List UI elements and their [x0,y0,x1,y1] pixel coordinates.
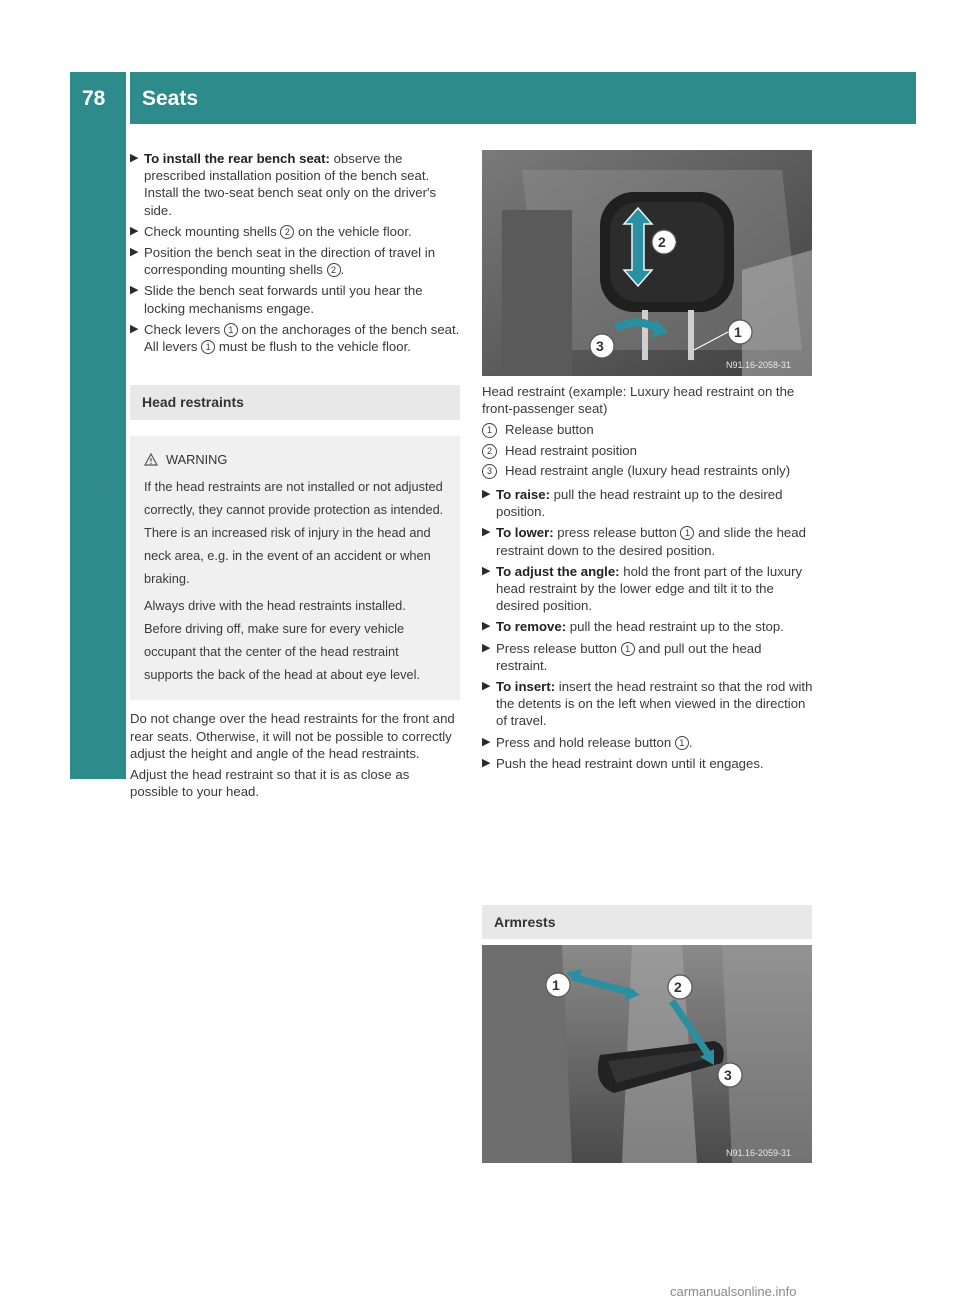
callout-reference: 2 [280,225,294,239]
install-step [130,150,460,219]
step-bold-label: To remove: [496,619,567,635]
image1-callout-3: 3 [596,338,604,354]
warning-text-2: Always drive with the head restraints installed. Before driving off, make sure for every vehicle occupant that the center of the head restraint supports the back of the head at about eye level. [144,598,421,683]
head-restraint-step [482,755,814,772]
step-text-after: on the anchorages of the bench seat. [237,321,460,337]
step-text: Press release button [496,640,621,656]
warning-box [130,436,460,700]
legend-text: Head restraint position [505,442,637,458]
head-restraints-heading: Head restraints [130,385,460,420]
step-text: press release button [553,525,681,541]
step-bold-label: To raise: [496,487,550,503]
legend-item [482,462,814,479]
step-text: Check levers [144,321,224,337]
warning-title [144,448,446,471]
legend-text: Head restraint angle (luxury head restraints only) [505,462,791,478]
step-bold-label: To insert: [496,679,556,695]
step-arrow-icon: ▶ [482,680,491,693]
step-note [144,338,460,355]
step-text: hold the front part of the luxury head restraint by the lower edge and tilt it to the desired position. [496,563,803,614]
image1-legend [482,421,814,479]
step-bold-label: To lower: [496,525,554,541]
head-restraint-step [482,640,814,674]
step-arrow-icon: ▶ [482,564,491,577]
image1-callout-2: 2 [658,234,666,250]
callout-reference: 1 [621,642,635,656]
warning-text-1: If the head restraints are not installed or not adjusted correctly, they cannot provide protection as intended. There is an increased risk of injury in the head and neck area, e.g. in the event of an accident or when braking. [144,479,444,587]
step-text-after: and pull out the head restraint. [496,640,762,673]
install-steps [130,150,460,355]
install-step [130,321,460,355]
step-arrow-icon: ▶ [482,488,491,501]
legend-item [482,442,814,459]
step-text: Push the head restraint down until it engages. [496,755,764,771]
head-restraint-step [482,486,814,520]
step-text: observe the prescribed installation position of the bench seat. [144,151,430,184]
image1-code: N91.16-2058-31 [726,360,792,370]
callout-reference: 1 [201,340,215,354]
head-restraint-paragraph-2: Adjust the head restraint so that it is as close as possible to your head. [130,767,410,800]
install-step [130,223,460,240]
image2-callout-2: 2 [674,979,682,995]
image1-caption: Head restraint (example: Luxury head restraint on the front-passenger seat) [482,384,795,417]
step-arrow-icon: ▶ [482,756,491,769]
head-restraint-step [482,524,814,558]
step-arrow-icon: ▶ [482,620,491,633]
step-arrow-icon: ▶ [130,152,139,164]
step-text-after: on the vehicle floor. [294,223,412,239]
head-restraint-illustration [482,150,812,376]
step-text-after: . [340,262,345,278]
armrests-heading: Armrests [482,905,812,939]
armrest-illustration [482,945,812,1163]
image2-callout-1: 1 [552,977,560,993]
head-restraint-step [482,618,814,635]
step-note-text: must be flush to the vehicle floor. [215,339,411,355]
step-arrow-icon: ▶ [130,322,139,335]
left-column [130,150,460,804]
watermark: carmanualsonline.info [670,1284,797,1299]
callout-reference: 2 [327,263,341,277]
image2-callout-3: 3 [724,1067,732,1083]
image2-code: N91.16-2059-31 [726,1148,792,1158]
step-note: Install the two-seat bench seat only on the driver's side. [144,185,437,218]
callout-reference: 1 [680,526,694,540]
legend-item [482,421,814,438]
warning-label: WARNING [166,452,228,468]
install-step [130,244,460,278]
warning-triangle-icon [144,453,158,466]
step-note-text: All levers [144,339,202,355]
step-text: Slide the bench seat forwards until you hear the locking mechanisms engage. [144,283,423,316]
step-bold-label: To adjust the angle: [496,563,620,579]
head-restraint-paragraph-1: Do not change over the head restraints for the front and rear seats. Otherwise, it will not be possible to correctly adjust the height and angle of the head restraints. [130,711,455,761]
step-arrow-icon: ▶ [482,641,491,654]
step-text: pull the head restraint up to the stop. [566,619,784,635]
install-step [130,282,460,316]
section-title: Seats [142,87,199,110]
step-text-after: and slide the head restraint down to the desired position. [496,525,806,558]
step-arrow-icon: ▶ [482,526,491,539]
legend-number: 3 [482,464,497,479]
step-arrow-icon: ▶ [130,224,139,237]
step-text: Position the bench seat in the direction of travel in corresponding mounting shells [144,245,436,278]
callout-reference: 1 [675,736,689,750]
step-arrow-icon: ▶ [130,284,139,297]
head-restraint-step [482,563,814,615]
legend-number: 1 [482,423,497,438]
step-text: insert the head restraint so that the rod with the detents is on the left when viewed in the direction of travel. [496,679,813,729]
step-arrow-icon: ▶ [130,246,139,259]
legend-text: Release button [505,422,594,438]
legend-number: 2 [482,444,497,459]
head-restraint-step [482,678,814,730]
head-restraint-step [482,734,814,751]
callout-reference: 1 [224,323,238,337]
step-text: Check mounting shells [144,223,281,239]
step-bold-label: To install the rear bench seat: [144,151,330,166]
right-column [482,383,814,776]
image1-callout-1: 1 [734,324,742,340]
page-number: 78 [82,87,106,110]
head-restraint-steps [482,486,814,772]
chapter-title: Seats, steering wheel and mirrors [87,301,108,607]
step-text: Press and hold release button [496,734,675,750]
header-divider [126,72,130,124]
step-text-after: . [688,734,693,750]
step-arrow-icon: ▶ [482,735,491,748]
step-text: pull the head restraint up to the desired position. [496,487,783,520]
